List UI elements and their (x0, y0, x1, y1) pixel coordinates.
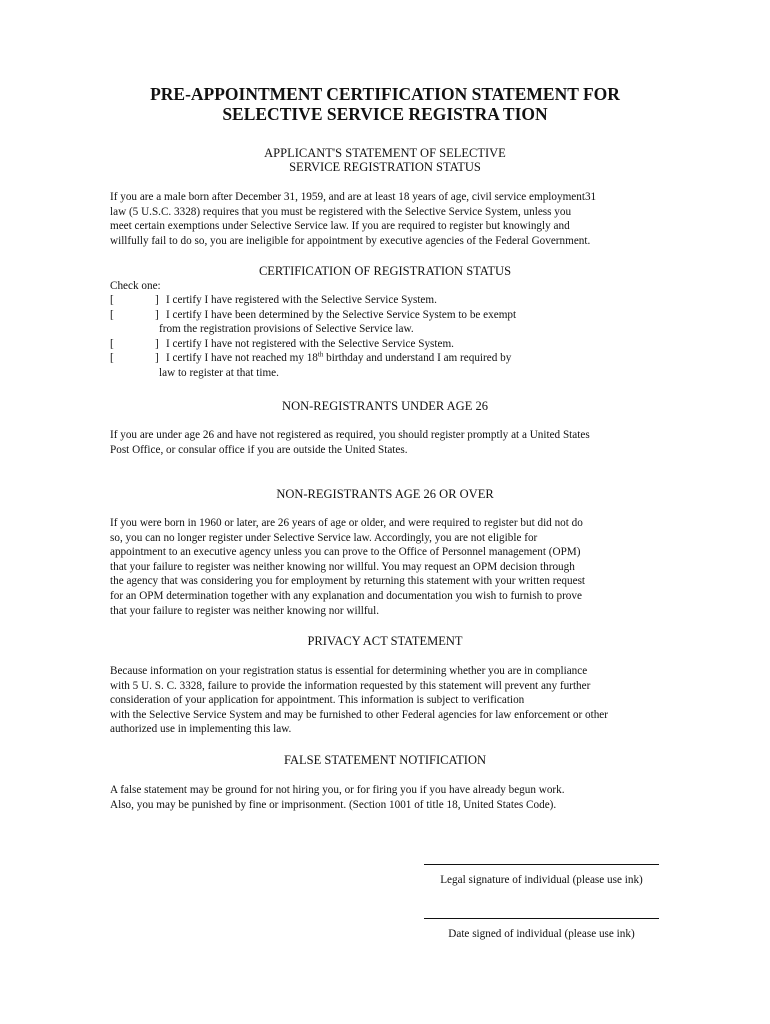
paragraph-line: the agency that was considering you for employment by returning this statement with your written request (110, 575, 586, 588)
date-signed-line[interactable] (424, 918, 659, 919)
paragraph-line: consideration of your application for appointment. This information is subject to verification (110, 694, 525, 707)
signature-line[interactable] (424, 864, 659, 865)
ordinal-superscript: th (317, 350, 324, 359)
paragraph-line: that your failure to register was neither knowing nor willful. You may request an OPM decision through (110, 560, 575, 573)
paragraph-line: appointment to an executive agency unless you can prove to the Office of Personnel management (OPM) (110, 546, 581, 559)
paragraph-line: A false statement may be ground for not hiring you, or for firing you if you have already begun work. (110, 784, 565, 796)
option-text-after: birthday and understand I am required by (323, 352, 512, 365)
paragraph-line: If you are a male born after December 31, 1959, and are at least 18 years of age, civil service employment31 (110, 191, 597, 203)
paragraph-line: Post Office, or consular office if you are outside the United States. (110, 443, 408, 456)
paragraph-line: If you were born in 1960 or later, are 26 years of age or older, and were required to register but did not do (110, 517, 583, 529)
checkbox-bracket-open[interactable]: [ (110, 352, 114, 365)
over-26-heading: NON-REGISTRANTS AGE 26 OR OVER (276, 487, 494, 501)
under-26-heading: NON-REGISTRANTS UNDER AGE 26 (282, 399, 488, 413)
date-signed-label: Date signed of individual (please use ink) (448, 928, 635, 940)
paragraph-line: law (5 U.S.C. 3328) requires that you must be registered with the Selective Service System, unless you (110, 205, 572, 218)
paragraph-line: willfully fail to do so, you are ineligible for appointment by executive agencies of the Federal Government. (110, 234, 591, 247)
over-26-paragraph (110, 516, 670, 618)
option-text: I certify I have been determined by the Selective Service System to be exempt (166, 308, 517, 321)
checkbox-bracket-close[interactable]: ] (155, 352, 159, 365)
paragraph-line: that your failure to register was neither knowing nor willful. (110, 604, 380, 617)
certification-heading: CERTIFICATION OF REGISTRATION STATUS (258, 264, 512, 278)
applicant-heading-line-1: APPLICANT'S STATEMENT OF SELECTIVE (264, 146, 506, 160)
option-text-continued: from the registration provisions of Selective Service law. (159, 323, 414, 336)
paragraph-line: authorized use in implementing this law. (110, 723, 292, 736)
option-text-continued: law to register at that time. (159, 366, 279, 379)
checkbox-bracket-close[interactable]: ] (155, 294, 159, 306)
paragraph-line: If you are under age 26 and have not registered as required, you should register promptly at a United States (110, 429, 590, 441)
privacy-act-paragraph (110, 664, 670, 737)
paragraph-line: so, you can no longer register under Selective Service law. Accordingly, you are not eligible for (110, 531, 538, 544)
paragraph-line: with 5 U. S. C. 3328, failure to provide the information requested by this statement will prevent any further (110, 679, 591, 692)
paragraph-line: Also, you may be punished by fine or imprisonment. (Section 1001 of title 18, United States Code). (110, 798, 557, 811)
document-title-line-2: SELECTIVE SERVICE REGISTRA TION (222, 104, 548, 124)
checkbox-bracket-close[interactable]: ] (155, 337, 159, 350)
under-26-paragraph (110, 428, 670, 457)
option-text: I certify I have registered with the Selective Service System. (166, 294, 437, 306)
checkbox-bracket-open[interactable]: [ (110, 337, 114, 350)
privacy-act-heading: PRIVACY ACT STATEMENT (307, 634, 463, 648)
checkbox-bracket-close[interactable]: ] (155, 308, 159, 321)
paragraph-line: Because information on your registration status is essential for determining whether you are in compliance (110, 665, 588, 677)
option-text (166, 351, 511, 366)
false-statement-paragraph (110, 783, 670, 812)
paragraph-line: for an OPM determination together with any explanation and documentation you wish to furnish to prove (110, 589, 582, 602)
paragraph-line: meet certain exemptions under Selective Service law. If you are required to register but knowingly and (110, 220, 570, 233)
checkbox-bracket-open[interactable]: [ (110, 308, 114, 321)
intro-paragraph (110, 190, 670, 248)
option-text: I certify I have not registered with the Selective Service System. (166, 337, 454, 350)
false-statement-heading: FALSE STATEMENT NOTIFICATION (283, 753, 486, 767)
paragraph-line: with the Selective Service System and may be furnished to other Federal agencies for law enforcement or other (110, 708, 608, 721)
check-one-label: Check one: (110, 280, 161, 292)
document-title-line-1: PRE-APPOINTMENT CERTIFICATION STATEMENT FOR (150, 84, 620, 104)
applicant-heading-line-2: SERVICE REGISTRATION STATUS (289, 160, 481, 174)
signature-label: Legal signature of individual (please use ink) (440, 874, 643, 886)
checkbox-bracket-open[interactable]: [ (110, 294, 114, 306)
option-text-before: I certify I have not reached my 18 (166, 352, 318, 365)
